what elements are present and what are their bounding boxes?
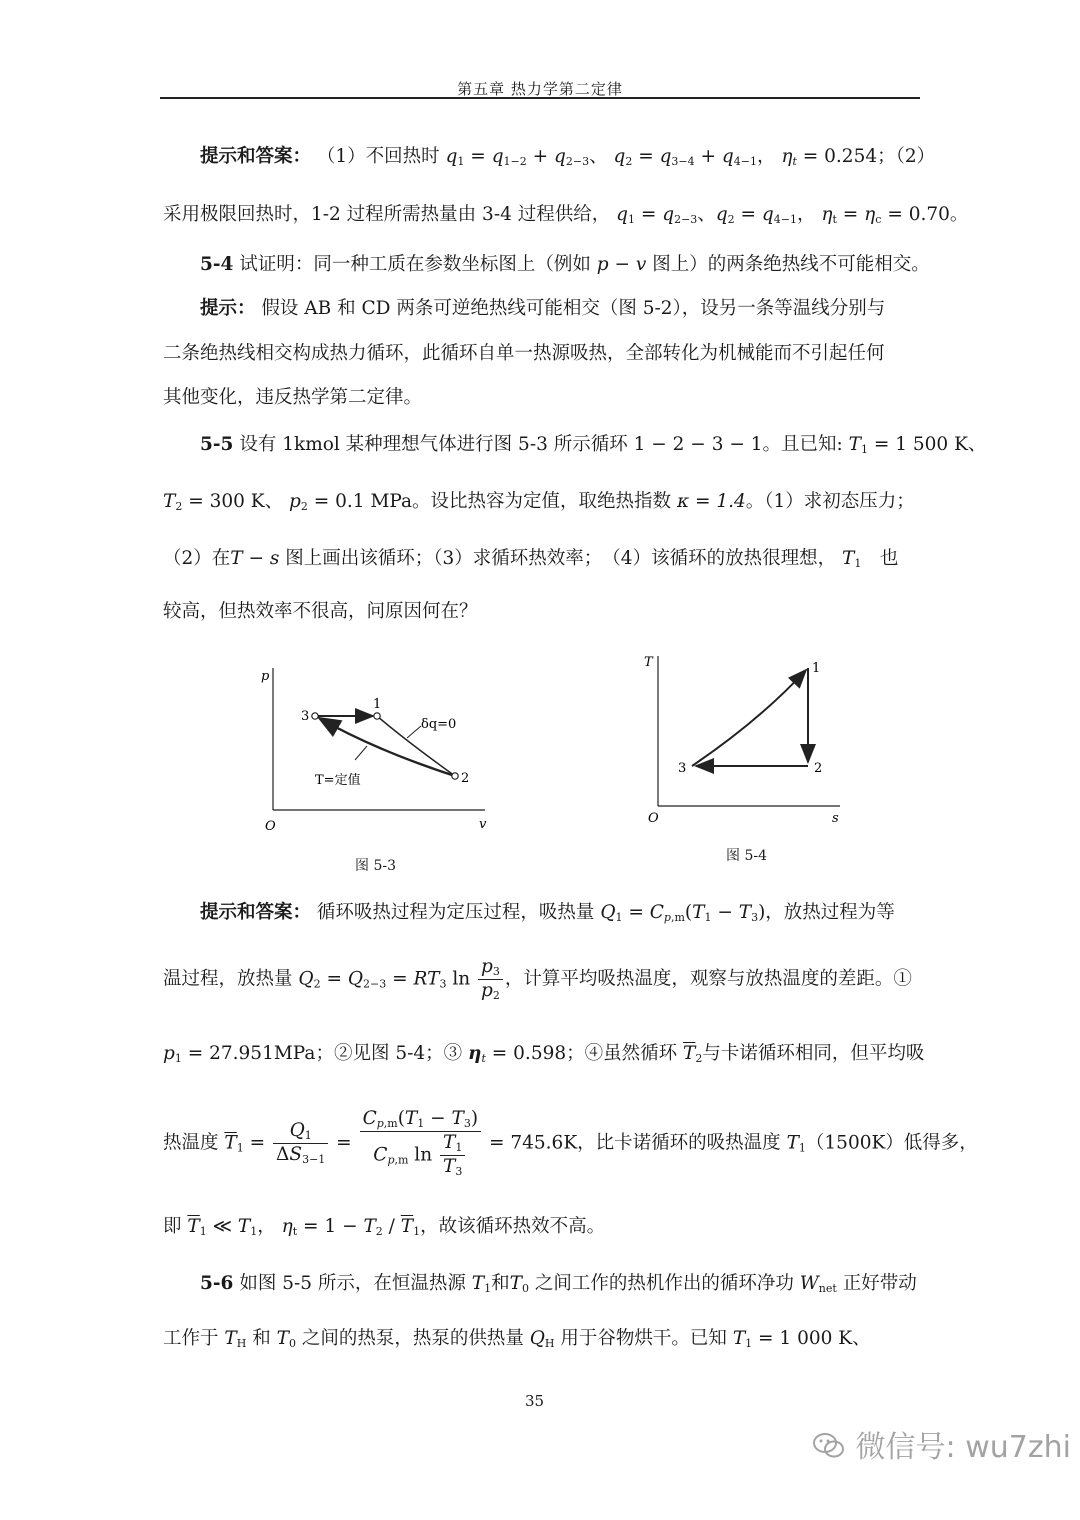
point-label-2: 2 [461, 771, 470, 786]
hint-line-3: 其他变化，违反热学第二定律。 [163, 387, 423, 408]
problem-5-5-line-2: $T_2 = 300$ K、 $p_2 = 0.1$ MPa。设比热容为定值，取绝热指数 κ = 1.4。（1）求初态压力； [163, 491, 915, 513]
eta-symbol: η [781, 146, 793, 167]
problem-5-6-line-2: 工作于 $T_H$ 和 $T_0$ 之间的热泵，热泵的供热量 $Q_H$ 用于谷物烘干。已知 $T_1 = 1$ 000 K、 [163, 1328, 871, 1350]
hint-answer-line-1: 提示和答案： （1）不回热时 $q_1 = q_{1-2} + q_{2-3}$、 $q_2 = q_{3-4} + q_{4-1}$， $\eta_t = 0.254$；（2） [200, 146, 936, 168]
problem-number: 5-4 [200, 254, 234, 275]
text: 试证明：同一种工质在参数坐标图上（例如 [239, 254, 591, 275]
text: 之间工作的热机作出的循环净功 [534, 1273, 794, 1294]
text: 温过程，放热量 [163, 968, 293, 990]
problem-5-5-line-4: 较高，但热效率不很高，问原因何在？ [163, 601, 478, 622]
hint-label: 提示和答案： [200, 146, 312, 167]
text: 。且已知: [762, 434, 843, 455]
wechat-logo-icon [812, 1431, 846, 1461]
p1-result: = 27.951MPa [187, 1043, 316, 1064]
text: （1）不回热时 [316, 146, 440, 167]
point-label-1: 1 [373, 697, 382, 712]
p2-value: = 0.1 MPa [313, 491, 413, 512]
problem-5-5-line-1: 5-5 设有 1kmol 某种理想气体进行图 5-3 所示循环 1 − 2 − 3 − 1。且已知: $T_1 = 1$ 500 K、 [200, 434, 987, 456]
text: ，计算平均吸热温度，观察与放热温度的差距。① [504, 968, 912, 990]
figure-5-3 [255, 660, 505, 840]
text: 和 [491, 1273, 510, 1294]
hint-answer-line-2: 采用极限回热时，1-2 过程所需热量由 3-4 过程供给， $q_1 = q_{2-3}$、$q_2 = q_{4-1}$， $\eta_t = \eta_c = 0.70$。 [163, 204, 969, 226]
hint-line-2: 二条绝热线相交构成热力循环，此循环自单一热源吸热，全部转化为机械能而不引起任何 [163, 343, 885, 364]
text: （1500K）低得多， [805, 1132, 978, 1154]
text: 用于谷物烘干。已知 [560, 1328, 727, 1349]
point-label-2: 2 [814, 761, 823, 776]
header-rule [160, 97, 920, 99]
text: 工作于 [163, 1328, 219, 1349]
text: 图上）的两条绝热线不可能相交。 [652, 254, 930, 275]
mean-temp-result: = 745.6K [488, 1132, 578, 1154]
text: 也 [879, 548, 899, 569]
axis-label-s: s [832, 811, 839, 826]
point-label-3: 3 [301, 709, 310, 724]
watermark-text: 微信号: wu7zhi [855, 1430, 1071, 1465]
efficiency-result: = 0.598 [491, 1043, 567, 1064]
isotherm-label: T=定值 [315, 773, 361, 788]
axis-label-T: T [644, 655, 653, 670]
text: ，比卡诺循环的吸热温度 [577, 1132, 781, 1154]
origin-label: O [648, 811, 659, 826]
problem-number: 5-6 [200, 1273, 234, 1294]
efficiency-value: = 0.70。 [887, 204, 969, 225]
adiabat-label: δq=0 [421, 717, 457, 732]
axis-label-p: p [261, 669, 270, 684]
text: 热温度 [163, 1132, 219, 1154]
problem-5-6-line-1: 5-6 如图 5-5 所示，在恒温热源 $T_1$和$T_0$ 之间工作的热机作出的循环净功 $W_{net}$ 正好带动 [200, 1273, 917, 1295]
efficiency-value: = 0.254；（2） [802, 146, 936, 167]
axis-label-v: v [479, 817, 487, 832]
text: 与卡诺循环相同，但平均吸 [702, 1043, 925, 1064]
answer-line-1: 提示和答案： 循环吸热过程为定压过程，吸热量 $Q_1 = C_{p,m}(T_1 - T_3)$，放热过程为等 [200, 902, 895, 924]
figure-5-4 [640, 650, 860, 830]
text: 。（1）求初态压力； [745, 491, 915, 512]
problem-number: 5-5 [200, 434, 234, 455]
answer-line-4: 热温度 $\overline{T}_1$ = $\frac{Q_1}{\Delta S_{3-1}}$ = $C_{p,m}(T_1 - T_3)$ $C_{p,m}$ ln $\frac{T_1}{T_3}$ = 745.6K，比卡诺循环的吸热温度 $T_1(1500K)$低得多， [163, 1108, 978, 1178]
text: （2）在 [163, 548, 231, 569]
watermark [812, 1422, 1071, 1466]
text: ， [257, 1216, 276, 1237]
point-label-1: 1 [812, 661, 821, 676]
figure-5-3-caption: 图 5-3 [355, 858, 396, 874]
text: 图上画出该循环；（3）求循环热效率； （4）该循环的放热很理想， [285, 548, 837, 569]
text: 循环吸热过程为定压过程，吸热量 [316, 902, 595, 923]
page-header: 第五章 热力学第二定律 [457, 80, 623, 98]
text: 之间的热泵，热泵的供热量 [301, 1328, 524, 1349]
text: ，放热过程为等 [765, 902, 895, 923]
problem-5-4: 5-4 试证明：同一种工质在参数坐标图上（例如 p − v 图上）的两条绝热线不可能相交。 [200, 254, 930, 275]
kappa: κ = 1.4 [676, 491, 746, 512]
T2-value: = 300 K、 [188, 491, 284, 512]
hint-label: 提示和答案： [200, 902, 312, 923]
text: 假设 AB 和 CD 两条可逆绝热线可能相交（图 5-2），设另一条等温线分别与 [261, 298, 886, 319]
answer-line-3: $p_1 = 27.951MPa$；②见图 5-4；③ $\eta_t = 0.598$；④虽然循环 $\overline{T}_2$与卡诺循环相同，但平均吸 [163, 1043, 925, 1065]
text: ，故该循环热效不高。 [420, 1216, 606, 1237]
hint-label: 提示： [200, 298, 256, 319]
cycle: 1 − 2 − 3 − 1 [633, 434, 763, 455]
page-number: 35 [525, 1392, 545, 1410]
point-label-3: 3 [678, 761, 687, 776]
answer-line-5: 即 $\overline{T}_1$ ≪ $T_1$， $\eta_t = 1 - T_2 / \overline{T}_1$，故该循环热效不高。 [163, 1216, 606, 1238]
text: 设有 1kmol 某种理想气体进行图 5-3 所示循环 [239, 434, 628, 455]
text: 即 [163, 1216, 182, 1237]
figure-5-4-caption: 图 5-4 [726, 848, 767, 864]
text: 正好带动 [842, 1273, 917, 1294]
T1-value: = 1 000 K、 [758, 1328, 871, 1349]
text: ；②见图 5-4；③ [315, 1043, 463, 1064]
origin-label: O [265, 819, 276, 834]
text: 采用极限回热时，1-2 过程所需热量由 3-4 过程供给， [163, 204, 611, 225]
text: 如图 5-5 所示，在恒温热源 [239, 1273, 466, 1294]
T1-value: = 1 500 K、 [873, 434, 987, 455]
text: 。设比热容为定值，取绝热指数 [412, 491, 672, 512]
hint-line-1 [200, 300, 885, 319]
problem-5-5-line-3: （2）在T − s 图上画出该循环；（3）求循环热效率； （4）该循环的放热很理想， $T_1$ 也 [163, 548, 899, 570]
answer-line-2: 温过程，放热量 $Q_2 = Q_{2-3} = RT_3$ ln $\frac{p_3}{p_2}$ ，计算平均吸热温度，观察与放热温度的差距。① [163, 956, 912, 1002]
text: ；④虽然循环 [566, 1043, 678, 1064]
